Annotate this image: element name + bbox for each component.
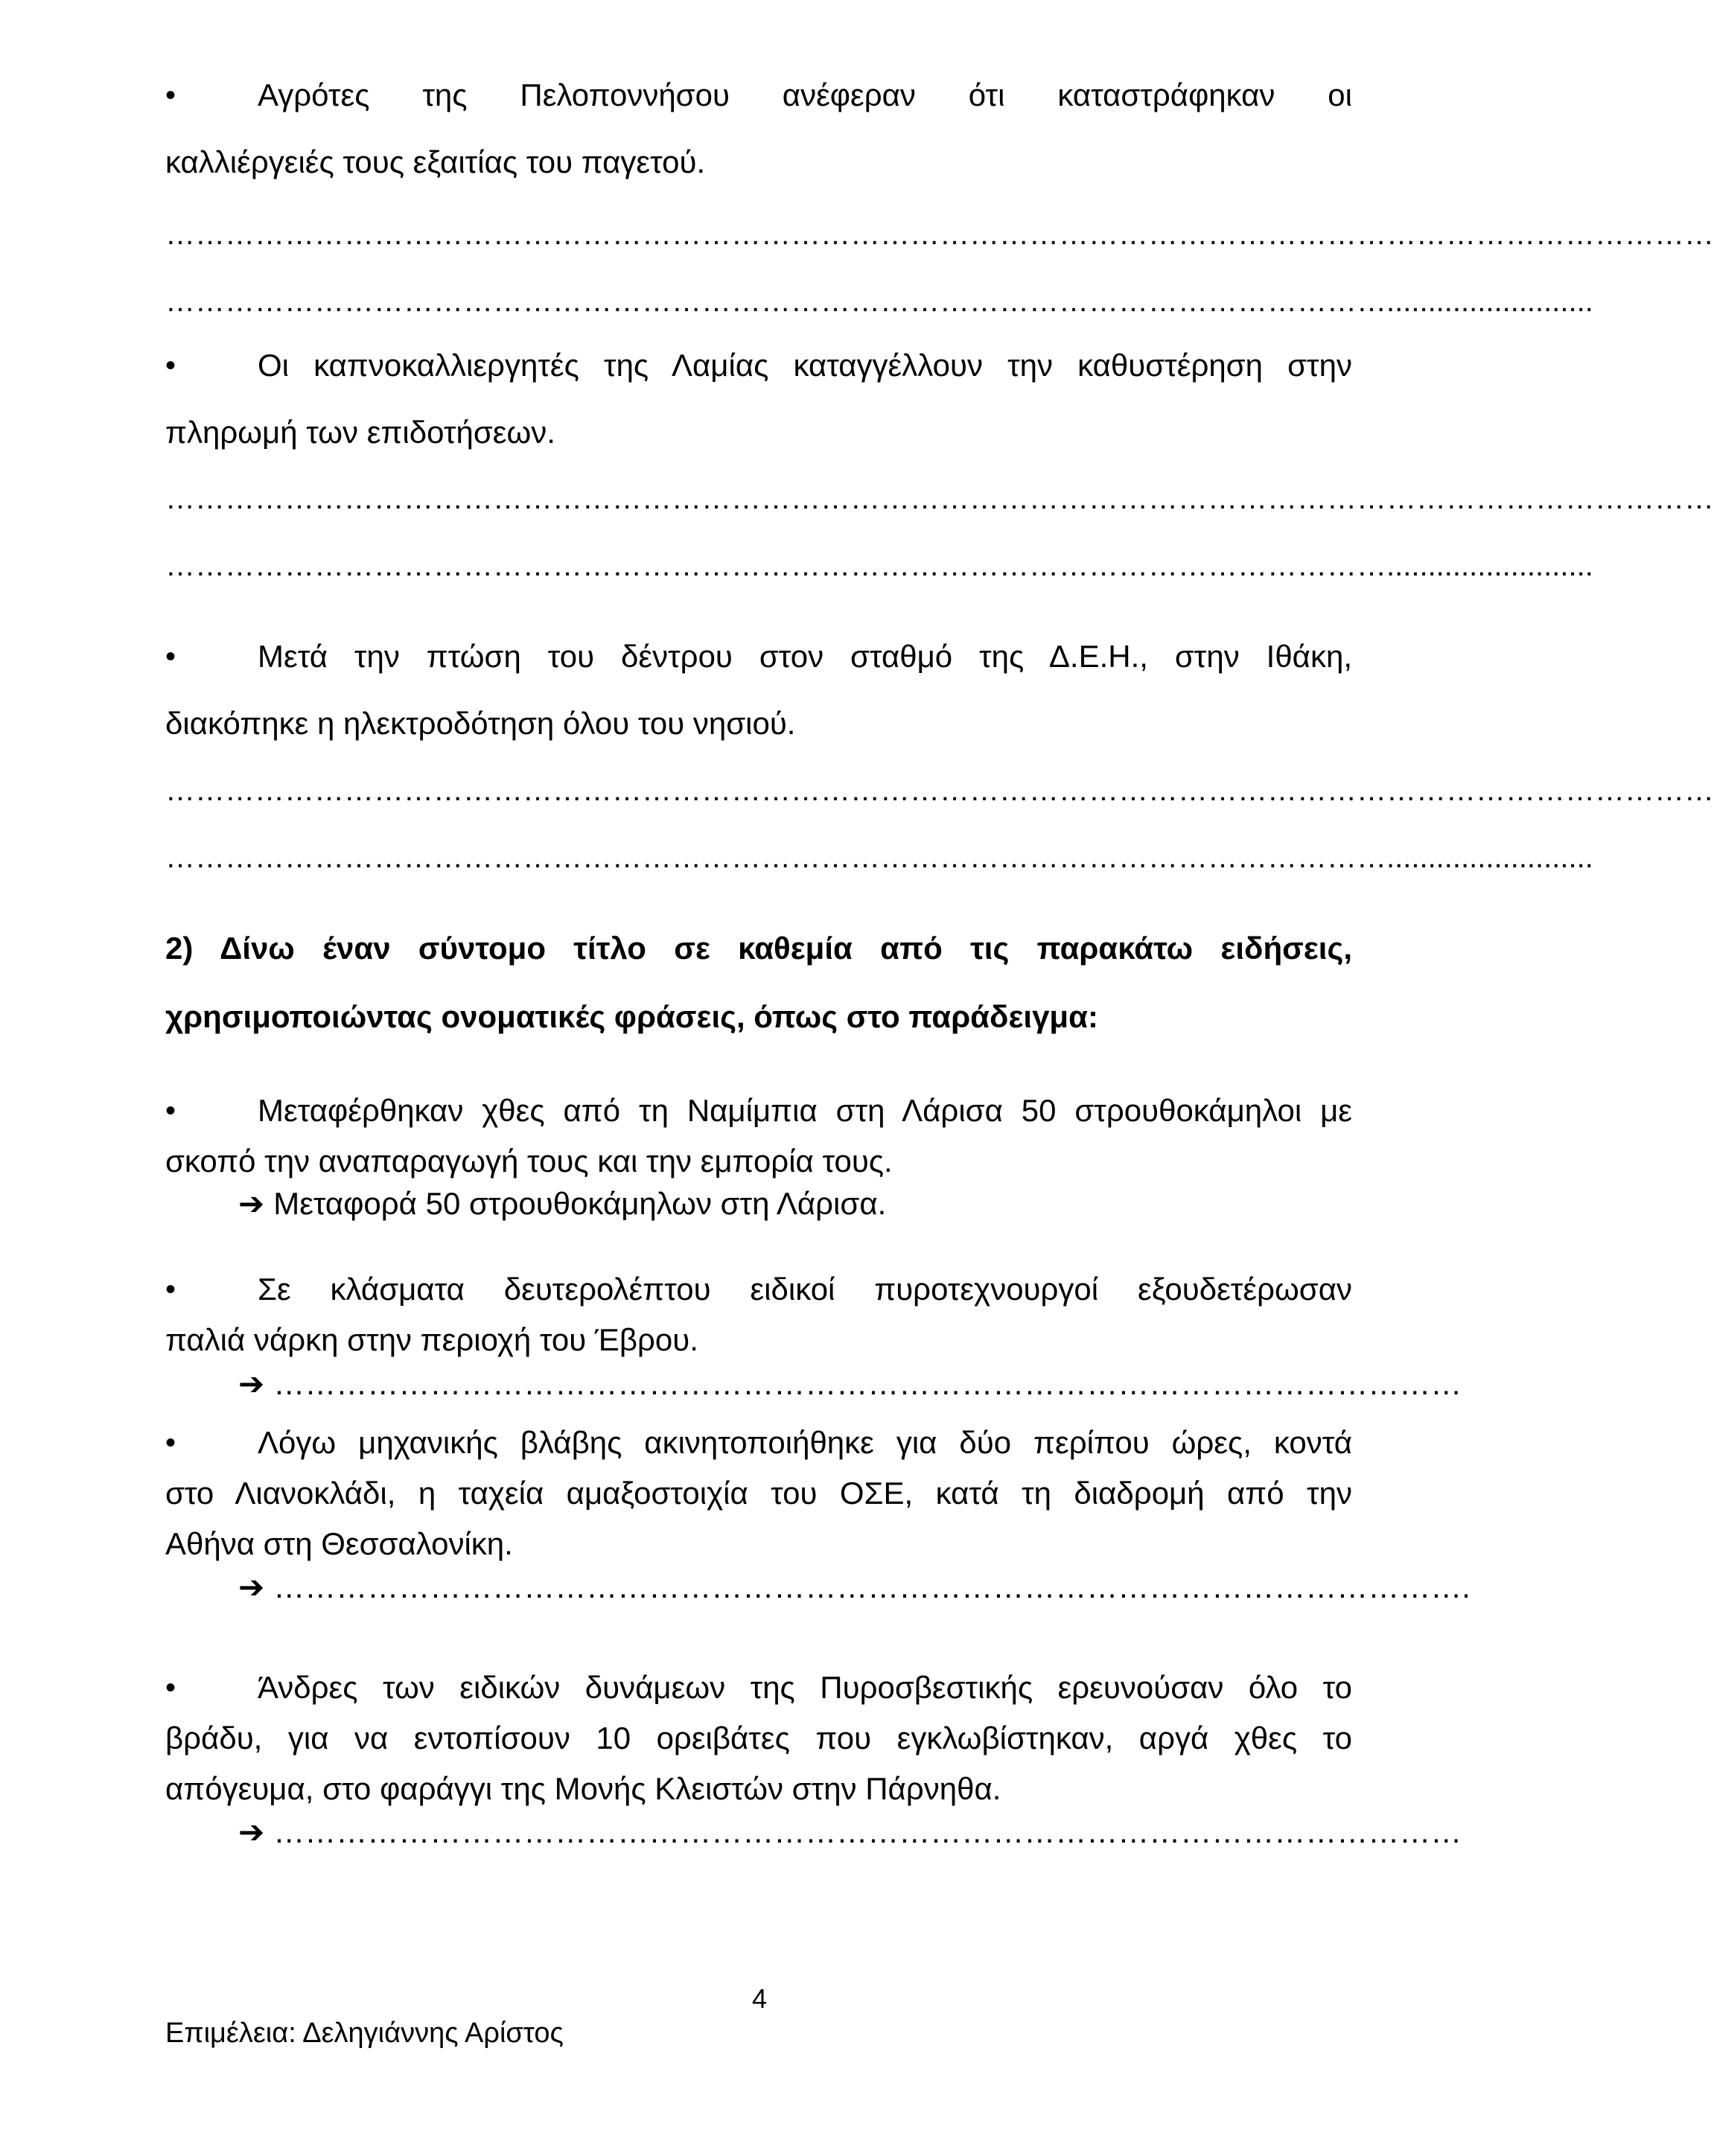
item-text-line: Αθήνα στη Θεσσαλονίκη. [165,1526,513,1561]
bullet: • [165,1671,176,1704]
item-text-line: Αγρότες της Πελοποννήσου ανέφεραν ότι καταστράφηκαν οι [258,77,1352,112]
item-text-line: καλλιέργειές τους εξαιτίας του παγετού. [165,144,706,179]
exercise1-item-2 [165,332,1352,466]
item-text-line: Λόγω μηχανικής βλάβης ακινητοποιήθηκε για δύο περίπου ώρες, κοντά [258,1425,1352,1460]
item-text-line: Μεταφέρθηκαν χθες από τη Ναμίμπια στη Λάρισα 50 στρουθοκάμηλοι με [258,1093,1352,1128]
exercise1-item-1 [165,62,1352,196]
bullet: • [165,1426,176,1459]
bullet: • [165,1094,176,1127]
answer-dotted-line: ………………………………………………………………………………………………………………………………………… [165,482,1714,515]
footer-credit: Επιμέλεια: Δεληγιάννης Αρίστος [165,2018,564,2049]
item-text-line: Οι καπνοκαλλιεργητές της Λαμίας καταγγέλλουν την καθυστέρηση στην [258,348,1352,383]
heading-line: 2) Δίνω έναν σύντομο τίτλο σε καθεμία από τις παρακάτω ειδήσεις, [165,931,1352,966]
answer-dotted-line: …………………………………………………………………………………………………… [273,1366,1462,1401]
item-text-line: πληρωμή των επιδοτήσεων. [165,415,555,450]
heading-line: χρησιμοποιώντας ονοματικές φράσεις, όπως στο παράδειγμα: [165,999,1098,1034]
bullet: • [165,640,176,673]
answer-text: Μεταφορά 50 στρουθοκάμηλων στη Λάρισα. [273,1186,887,1221]
bullet: • [165,349,176,382]
answer-dotted-line: ……………………………………………………………………………………………………………......................... [165,549,1593,582]
exercise2-item-4 [165,1662,1352,1814]
answer-dotted-line: ……………………………………………………………………………………………………………......................... [165,285,1593,318]
answer-dotted-line: …………………………………………………………………………………………………… [273,1814,1462,1849]
exercise2-heading [165,914,1352,1051]
exercise2-item-2 [165,1264,1352,1365]
exercise1-item-3 [165,623,1352,757]
arrow-icon: ➔ [238,1814,265,1849]
item-text-line: διακόπηκε η ηλεκτροδότηση όλου του νησιού. [165,706,796,741]
answer-dotted-line: ……………………………………………………………………………………………………. [273,1569,1471,1604]
bullet: • [165,1273,176,1306]
arrow-icon: ➔ [238,1569,265,1604]
answer-dotted-line: ……………………………………………………………………………………………………………......................... [165,841,1593,874]
answer-dotted-line: ………………………………………………………………………………………………………………………………………… [165,774,1714,807]
arrow-icon: ➔ [238,1366,265,1401]
answer-line [238,1365,1462,1402]
answer-line [238,1814,1462,1850]
exercise2-item-3 [165,1417,1352,1569]
item-text-line: Σε κλάσματα δευτερολέπτου ειδικοί πυροτεχνουργοί εξουδετέρωσαν [258,1272,1352,1307]
example-answer [238,1185,886,1222]
page-number: 4 [751,1983,768,2014]
arrow-icon: ➔ [238,1186,265,1221]
item-text-line: σκοπό την αναπαραγωγή τους και την εμπορία τους. [165,1144,893,1179]
item-text-line: στο Λιανοκλάδι, η ταχεία αμαξοστοιχία του ΟΣΕ, κατά τη διαδρομή από την [165,1476,1352,1511]
exercise2-item-1 [165,1085,1352,1187]
item-text-line: Άνδρες των ειδικών δυνάμεων της Πυροσβεστικής ερευνούσαν όλο το [258,1670,1352,1705]
item-text-line: απόγευμα, στο φαράγγι της Μονής Κλειστών στην Πάρνηθα. [165,1771,1001,1806]
item-text-line: παλιά νάρκη στην περιοχή του Έβρου. [165,1322,698,1357]
bullet: • [165,79,176,112]
item-text-line: Μετά την πτώση του δέντρου στον σταθμό της Δ.Ε.Η., στην Ιθάκη, [258,639,1352,674]
item-text-line: βράδυ, για να εντοπίσουν 10 ορειβάτες που εγκλωβίστηκαν, αργά χθες το [165,1720,1352,1755]
answer-line [238,1569,1471,1605]
answer-dotted-line: ………………………………………………………………………………………………………………………………………… [165,218,1714,251]
